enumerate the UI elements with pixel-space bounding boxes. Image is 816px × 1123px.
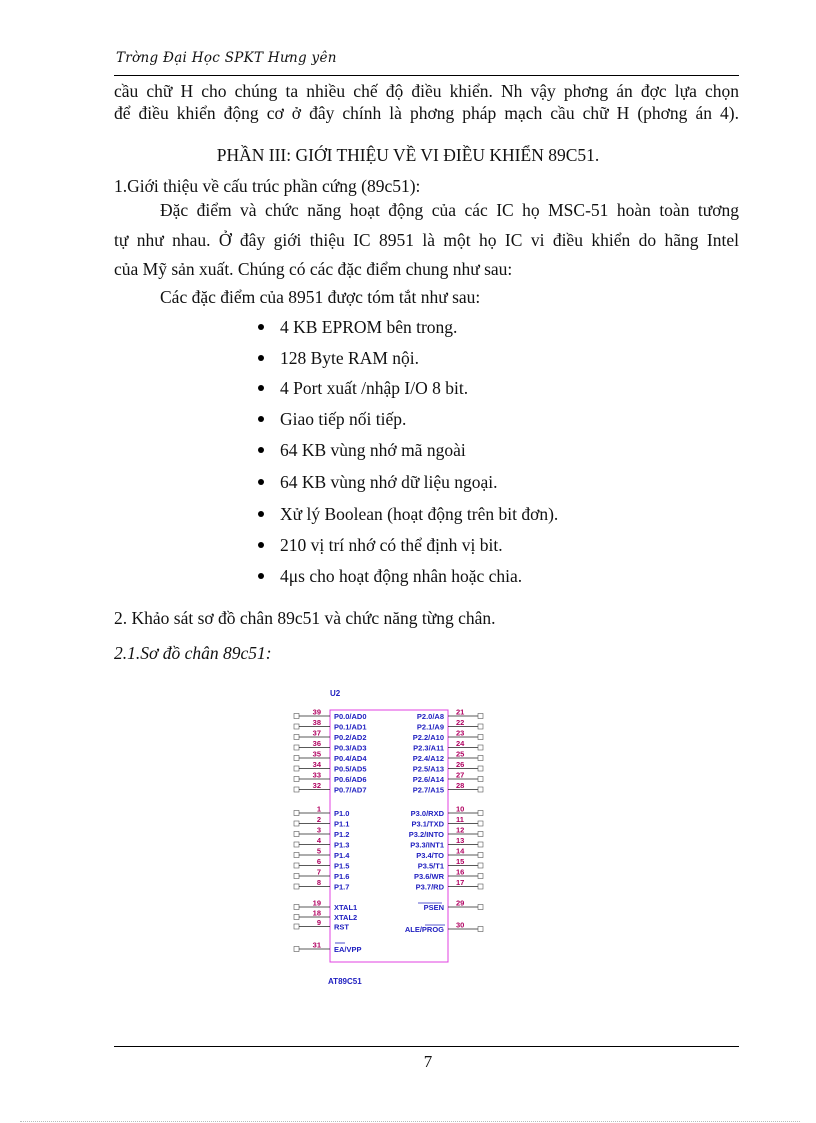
pin-terminal	[294, 745, 299, 750]
pin-name: P3.5/T1	[417, 861, 444, 871]
pin-number: 33	[312, 770, 321, 780]
pin-number: 29	[456, 898, 465, 908]
heading-1: 1.Giới thiệu về cấu trúc phần cứng (89c51):	[114, 176, 421, 196]
pin-name: P2.6/A14	[412, 775, 444, 784]
pin-name: P2.0/A8	[416, 712, 444, 721]
feature-item: 4 KB EPROM bên trong.	[258, 317, 457, 338]
pin-name: P1.7	[334, 882, 350, 892]
feature-item: 210 vị trí nhớ có thể định vị bit.	[258, 535, 503, 556]
pin-number: 39	[312, 707, 321, 717]
pin-terminal	[294, 947, 299, 952]
pin-number: 35	[312, 749, 321, 759]
pin-terminal	[294, 821, 299, 826]
pin-terminal	[478, 842, 483, 847]
feature-item: 4μs cho hoạt động nhân hoặc chia.	[258, 566, 522, 587]
paragraph-line: của Mỹ sản xuất. Chúng có các đặc điểm chung như sau:	[114, 259, 513, 279]
pin-terminal	[478, 832, 483, 837]
bullet-icon	[258, 573, 264, 579]
pin-terminal	[478, 821, 483, 826]
pin-name: P0.0/AD0	[334, 712, 367, 721]
pin-number: 10	[456, 804, 465, 814]
pin-name: P0.7/AD7	[334, 785, 367, 795]
pin-name: P2.7/A15	[412, 785, 444, 795]
pin-name: P1.0	[334, 809, 350, 818]
pin-terminal	[294, 724, 299, 729]
pin-name: P0.5/AD5	[334, 764, 367, 774]
pin-name: P1.1	[334, 819, 350, 829]
pin-number: 32	[312, 781, 321, 790]
pin-name: P3.3/INT1	[410, 840, 444, 850]
pin-name: XTAL2	[334, 913, 358, 922]
feature-item: Giao tiếp nối tiếp.	[258, 409, 406, 430]
pin-terminal	[294, 863, 299, 868]
pin-number: 11	[456, 815, 464, 824]
page-number: 7	[423, 1052, 433, 1071]
pin-number: 16	[456, 867, 465, 877]
header-rule	[114, 75, 739, 76]
pin-name: EA/VPP	[334, 945, 362, 954]
pin-terminal	[478, 766, 483, 771]
pin-number: 31	[312, 940, 321, 950]
feature-item: Xử lý Boolean (hoạt động trên bit đơn).	[258, 504, 558, 525]
heading-2: 2. Khảo sát sơ đồ chân 89c51 và chức năng từng chân.	[114, 608, 496, 628]
pin-terminal	[478, 905, 483, 910]
pin-name: P0.1/AD1	[334, 722, 367, 732]
pin-number: 4	[316, 836, 321, 845]
pin-terminal	[478, 927, 483, 932]
pin-number: 26	[456, 760, 465, 769]
heading-2-1: 2.1.Sơ đồ chân 89c51:	[114, 643, 272, 663]
pin-name: P1.4	[334, 851, 350, 860]
bullet-icon	[258, 511, 264, 517]
pin-number: 30	[456, 920, 465, 930]
pin-terminal	[478, 777, 483, 782]
pin-terminal	[294, 884, 299, 889]
pin-number: 22	[456, 718, 465, 727]
pin-name: P0.3/AD3	[334, 743, 367, 753]
pin-terminal	[294, 874, 299, 879]
pin-name: P0.6/AD6	[334, 775, 367, 784]
pin-terminal	[478, 745, 483, 750]
pin-name: P3.6/WR	[413, 872, 444, 881]
pin-terminal	[294, 905, 299, 910]
pin-name: P1.6	[334, 872, 350, 881]
pin-number: 3	[316, 825, 321, 835]
pin-name: RST	[334, 922, 349, 932]
pin-number: 14	[456, 846, 465, 856]
pin-terminal	[294, 756, 299, 761]
pin-number: 17	[456, 878, 465, 887]
feature-item: 128 Byte RAM nội.	[258, 348, 419, 369]
bullet-icon	[258, 324, 264, 330]
pin-name: P2.2/A10	[412, 733, 444, 742]
pin-terminal	[478, 735, 483, 740]
pin-terminal	[294, 811, 299, 816]
pin-name: PSEN	[423, 903, 444, 912]
pin-number: 9	[316, 918, 321, 927]
features-intro: Các đặc điểm của 8951 được tóm tắt như sau:	[160, 287, 481, 307]
chip-pinout-diagram	[290, 685, 500, 990]
pin-terminal	[478, 874, 483, 879]
paragraph-line: Đặc điểm và chức năng hoạt động của các IC họ MSC-51 hoàn toàn tương	[160, 200, 739, 220]
pin-number: 6	[316, 857, 321, 866]
pin-number: 23	[456, 728, 465, 738]
pin-terminal	[478, 756, 483, 761]
feature-item: 64 KB vùng nhớ dữ liệu ngoại.	[258, 472, 498, 493]
pin-terminal	[478, 787, 483, 792]
pin-number: 15	[456, 857, 465, 866]
pin-terminal	[294, 924, 299, 929]
section-title: PHẦN III: GIỚI THIỆU VỀ VI ĐIỀU KHIỂN 89C51.	[216, 145, 600, 165]
pin-number: 2	[316, 815, 321, 824]
bullet-icon	[258, 542, 264, 548]
chip-part-label: AT89C51	[328, 977, 362, 986]
pin-number: 1	[316, 804, 321, 814]
pin-terminal	[294, 915, 299, 920]
pin-name: P2.5/A13	[412, 764, 444, 774]
bullet-icon	[258, 447, 264, 453]
pin-number: 38	[312, 718, 321, 727]
pin-terminal	[294, 787, 299, 792]
pin-number: 34	[312, 760, 321, 769]
pin-name: P2.4/A12	[412, 754, 444, 763]
page-header: Trờng Đại Học SPKT Hưng yên	[116, 50, 337, 66]
footer-rule	[114, 1046, 739, 1047]
pin-name: P3.1/TXD	[411, 819, 444, 829]
pin-terminal	[478, 714, 483, 719]
pin-number: 7	[316, 867, 321, 877]
bullet-icon	[258, 385, 264, 391]
pin-number: 18	[312, 908, 321, 918]
pin-name: P2.3/A11	[413, 743, 444, 753]
pin-number: 12	[456, 825, 465, 835]
pin-number: 19	[312, 898, 321, 908]
pin-number: 5	[316, 846, 321, 856]
pin-name: P3.4/TO	[416, 851, 444, 860]
bullet-icon	[258, 479, 264, 485]
pin-terminal	[294, 735, 299, 740]
pin-number: 27	[456, 770, 465, 780]
pin-number: 8	[316, 878, 321, 887]
pin-terminal	[294, 832, 299, 837]
pin-name: P1.2	[334, 830, 350, 839]
page-bottom-dotted-line	[20, 1121, 800, 1122]
pin-name: XTAL1	[334, 903, 358, 912]
pin-name: P0.4/AD4	[334, 754, 367, 763]
pin-terminal	[294, 842, 299, 847]
pin-number: 36	[312, 739, 321, 748]
pin-name: P1.3	[334, 840, 350, 850]
chip-ref-label: U2	[330, 689, 341, 698]
paragraph-line: tự như nhau. Ở đây giới thiệu IC 8951 là một họ IC vi điều khiển do hãng Intel	[114, 230, 739, 250]
pin-terminal	[294, 766, 299, 771]
pin-name: P2.1/A9	[416, 722, 444, 732]
pin-number: 25	[456, 749, 465, 759]
pin-name: P0.2/AD2	[334, 733, 367, 742]
pin-number: 21	[456, 707, 465, 717]
paragraph-line: cầu chữ H cho chúng ta nhiều chế độ điều khiển. Nh vậy phơng án đợc lựa chọn	[114, 81, 739, 101]
bullet-icon	[258, 355, 264, 361]
bullet-icon	[258, 416, 264, 422]
pin-number: 28	[456, 781, 465, 790]
pin-name: P3.2/INTO	[408, 830, 444, 839]
pin-number: 37	[312, 728, 321, 738]
feature-item: 64 KB vùng nhớ mã ngoài	[258, 440, 466, 461]
pin-terminal	[478, 884, 483, 889]
pin-terminal	[478, 811, 483, 816]
pin-number: 24	[456, 739, 465, 748]
feature-item: 4 Port xuất /nhập I/O 8 bit.	[258, 378, 468, 399]
pin-terminal	[294, 714, 299, 719]
pin-terminal	[294, 853, 299, 858]
pin-terminal	[478, 863, 483, 868]
paragraph-line: để điều khiển động cơ ở đây chính là phơng pháp mạch cầu chữ H (phơng án 4).	[114, 103, 739, 123]
pin-terminal	[478, 853, 483, 858]
pin-name: P3.7/RD	[415, 882, 444, 892]
pin-name: P1.5	[334, 861, 350, 871]
pin-number: 13	[456, 836, 465, 845]
pin-terminal	[294, 777, 299, 782]
pin-name: ALE/PROG	[404, 925, 444, 934]
pin-terminal	[478, 724, 483, 729]
pin-name: P3.0/RXD	[410, 809, 444, 818]
